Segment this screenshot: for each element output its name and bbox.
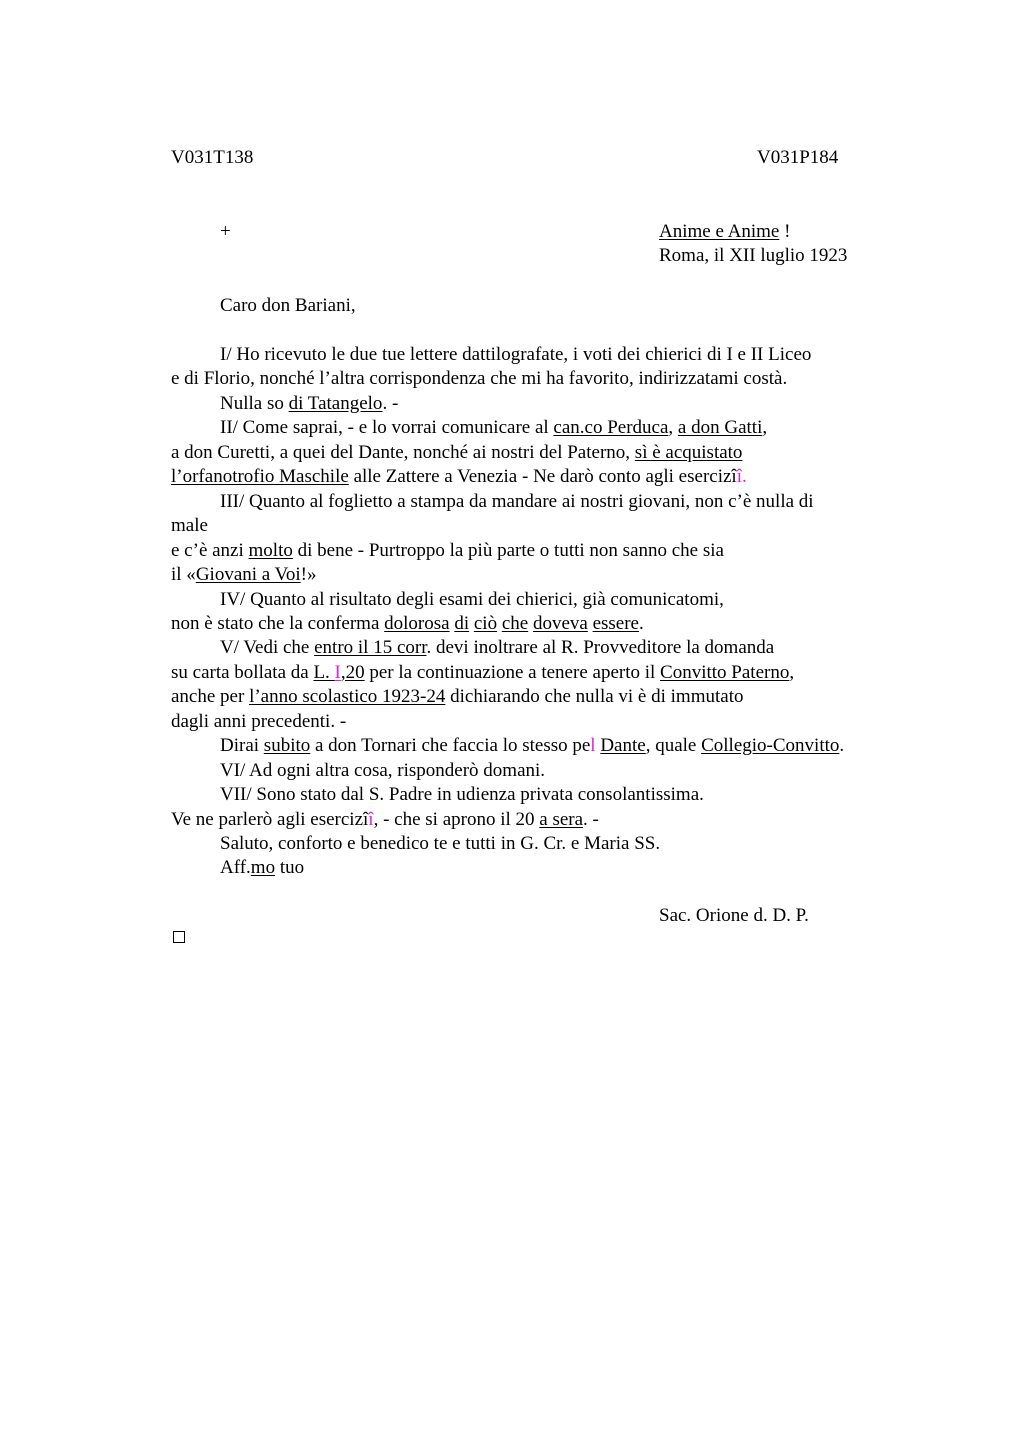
line-text: dagli anni precedenti. - — [171, 710, 347, 732]
line-text: VII/ Sono stato dal S. Padre in udienza privata consolantissima. — [220, 784, 704, 806]
highlighted-text: î. — [736, 466, 747, 488]
line-text: a don Curetti, a quei del Dante, nonché ai nostri del Paterno, — [171, 441, 635, 463]
letter-line — [171, 514, 208, 539]
checkbox-square — [173, 931, 185, 943]
underlined-text: Collegio-Convitto — [701, 735, 840, 757]
letter-line — [171, 710, 346, 735]
line-text: anche per — [171, 686, 250, 708]
underlined-text: l’orfanotrofio Maschile — [171, 466, 349, 488]
letter-line — [220, 588, 724, 613]
letter-line — [220, 856, 304, 881]
line-text: per la continuazione a tenere aperto il — [364, 661, 661, 683]
letter-line — [220, 759, 545, 784]
letter-line — [171, 685, 743, 710]
line-text: Aff. — [220, 857, 251, 879]
letter-line — [220, 832, 660, 857]
line-text: VI/ Ad ogni altra cosa, risponderò domani. — [220, 759, 546, 781]
letter-line — [220, 416, 767, 441]
line-text: , - che si aprono il 20 — [373, 808, 540, 830]
line-text: e c’è anzi — [171, 539, 249, 561]
signature: Sac. Orione d. D. P. — [659, 905, 809, 926]
underlined-text: ,20 — [340, 661, 365, 683]
underlined-text: I — [334, 661, 341, 683]
letter-line — [171, 808, 599, 833]
place-date: Roma, il XII luglio 1923 — [659, 245, 848, 266]
line-text: Ve ne parlerò agli esercizî — [171, 808, 369, 830]
letter-line — [220, 343, 811, 368]
letter-line — [171, 539, 724, 564]
line-text: II/ Come saprai, - e lo vorrai comunicare al — [220, 417, 554, 439]
line-text: alle Zattere a Venezia - Ne darò conto agli esercizî — [348, 466, 737, 488]
underlined-text: Dante — [600, 735, 646, 757]
underlined-text: che — [501, 612, 529, 634]
underlined-text: a sera — [539, 808, 584, 830]
line-text: . devi inoltrare al R. Provveditore la domanda — [426, 637, 775, 659]
underlined-text: l’anno scolastico 1923-24 — [249, 686, 446, 708]
underlined-text: dolorosa — [384, 612, 450, 634]
line-text: dichiarando che nulla vi è di immutato — [445, 686, 744, 708]
document-code-right: V031P184 — [757, 147, 839, 168]
letter-line — [171, 612, 644, 637]
letter-line — [220, 734, 844, 759]
letter-line — [171, 441, 742, 466]
line-text: Nulla so — [220, 392, 289, 414]
line-text: Saluto, conforto e benedico te e tutti in G. Cr. e Maria SS. — [220, 833, 661, 854]
salutation: Caro don Bariani, — [220, 295, 356, 316]
letter-line — [171, 367, 787, 392]
line-text: . — [839, 735, 845, 757]
line-text: IV/ Quanto al risultato degli esami dei chierici, già comunicatomi, — [220, 588, 724, 610]
line-text: V/ Vedi che — [220, 637, 315, 659]
letter-line — [171, 563, 317, 588]
line-text: il « — [171, 564, 196, 586]
line-text: su carta bollata da — [171, 661, 314, 683]
motto-tail: ! — [779, 221, 791, 242]
highlighted-text: l — [590, 735, 596, 757]
line-text: . — [639, 612, 644, 634]
underlined-text: mo — [250, 857, 276, 879]
letter-line — [220, 392, 398, 417]
line-text: !» — [300, 564, 317, 586]
underlined-text: molto — [248, 539, 293, 561]
line-text: a don Tornari che faccia lo stesso pe — [310, 735, 591, 757]
underlined-text: doveva — [532, 612, 588, 634]
line-text: non è stato che la conferma — [171, 612, 385, 634]
underlined-text: entro il 15 corr — [314, 637, 427, 659]
motto — [659, 220, 790, 245]
document-code-left: V031T138 — [171, 147, 254, 168]
line-text: di bene - Purtroppo la più parte o tutti non sanno che sia — [292, 539, 724, 561]
underlined-text: di — [454, 612, 470, 634]
underlined-text: subito — [263, 735, 311, 757]
underlined-text: a don Gatti — [677, 417, 763, 439]
letter-line — [220, 636, 774, 661]
line-text: I/ Ho ricevuto le due tue lettere dattilografate, i voti dei chierici di I e II Liceo — [220, 344, 812, 365]
line-text: III/ Quanto al foglietto a stampa da mandare ai nostri giovani, non c’è nulla di — [220, 490, 814, 512]
letter-line — [171, 661, 794, 686]
underlined-text: can.co Perduca — [553, 417, 669, 439]
underlined-text: ciò — [473, 612, 498, 634]
underlined-text: di Tatangelo — [288, 392, 383, 414]
line-text: . - — [583, 808, 599, 830]
motto-text: Anime e Anime — [659, 221, 780, 242]
underlined-text: Giovani a Voi — [195, 564, 301, 586]
underlined-text: L. — [313, 661, 335, 683]
line-text: , — [789, 661, 795, 683]
line-text: e di Florio, nonché l’altra corrispondenza che mi ha favorito, indirizzatami costà. — [171, 368, 788, 390]
highlighted-text: î — [368, 808, 374, 830]
line-text: . - — [382, 392, 399, 414]
underlined-text: essere — [592, 612, 639, 634]
letter-line — [220, 783, 704, 808]
letter-line — [171, 465, 747, 490]
underlined-text: sì è acquistato — [634, 441, 743, 463]
cross-mark: + — [220, 221, 231, 242]
line-text: , — [762, 417, 768, 439]
line-text: , quale — [645, 735, 702, 757]
line-text: tuo — [275, 857, 305, 879]
underlined-text: Convitto Paterno — [660, 661, 790, 683]
letter-line — [220, 490, 814, 515]
line-text: Dirai — [220, 735, 264, 757]
line-text: male — [171, 515, 208, 537]
line-text: , — [668, 417, 678, 439]
